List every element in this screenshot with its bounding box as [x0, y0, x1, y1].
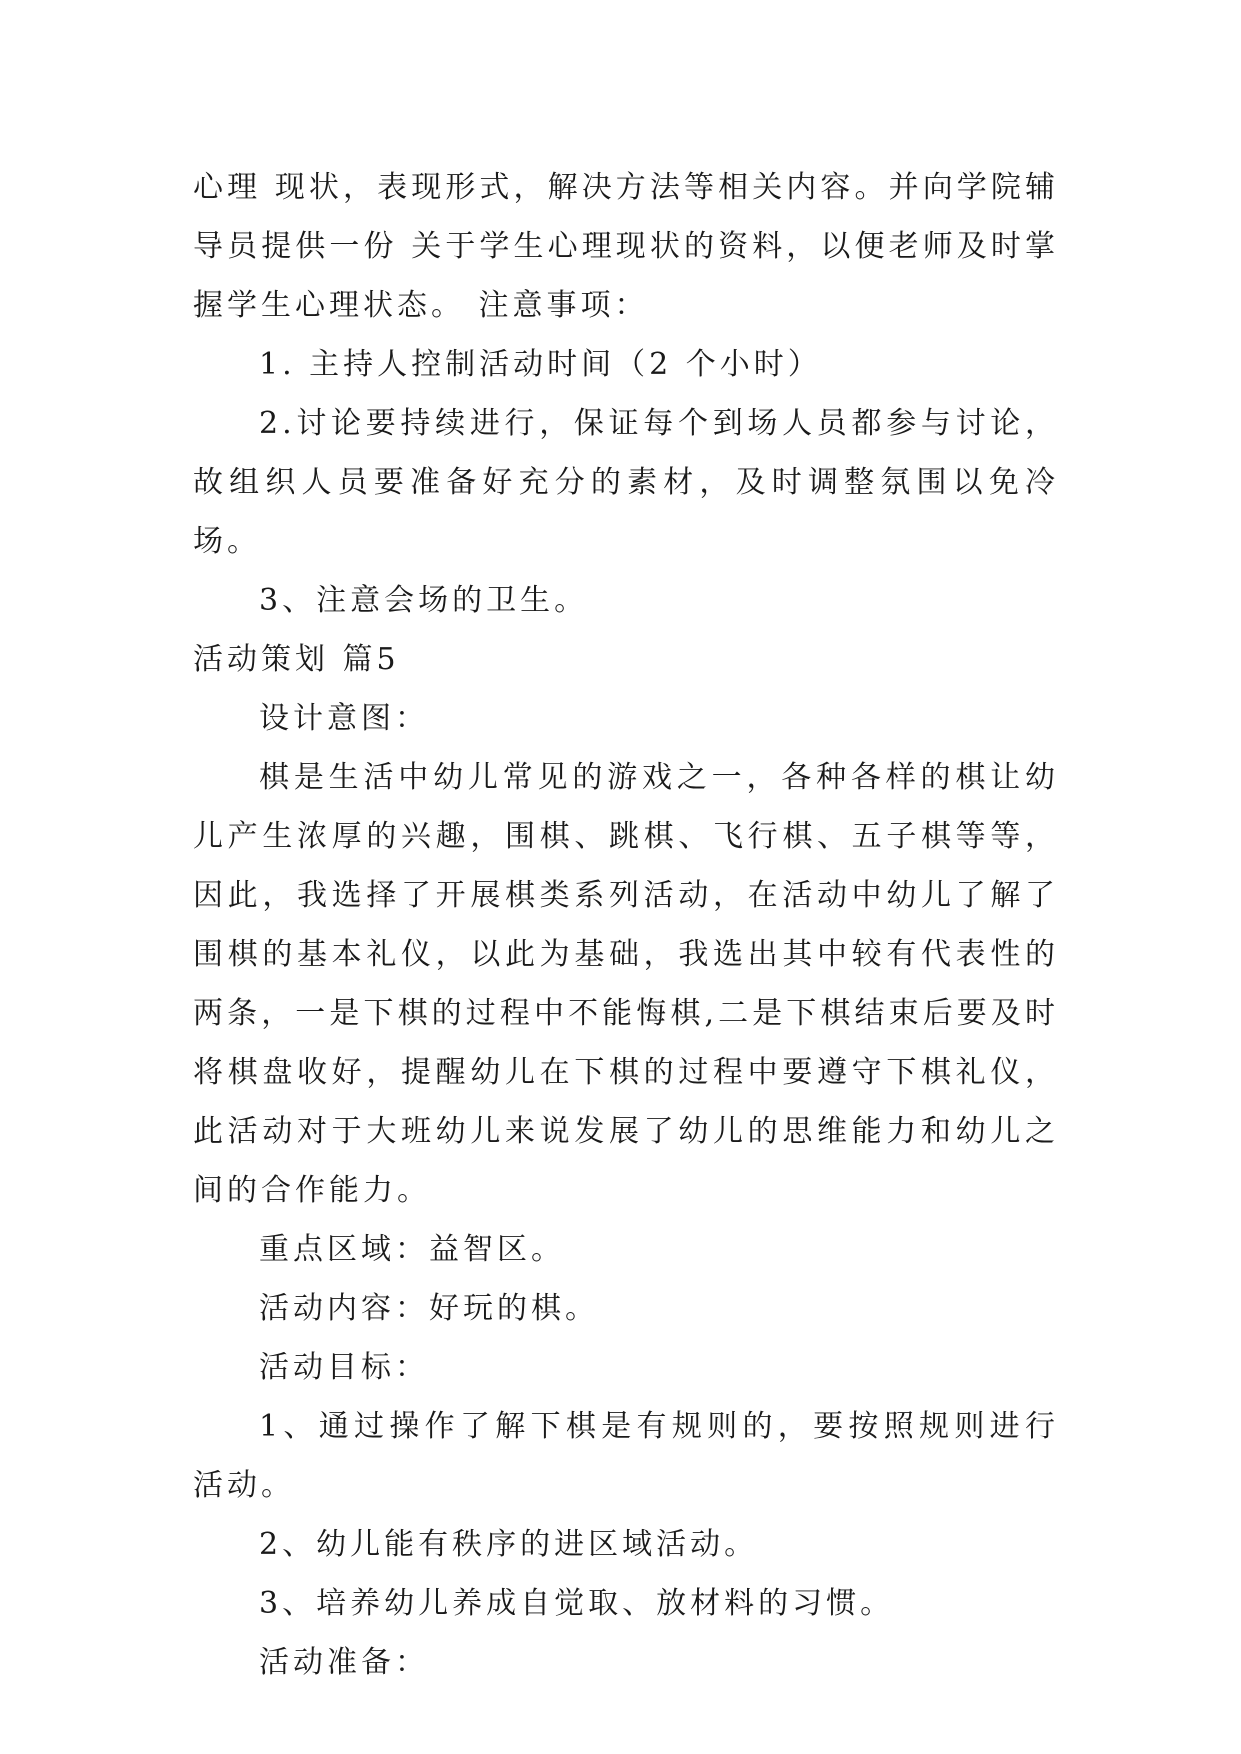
paragraph-key-area: 重点区域：益智区。	[259, 1232, 565, 1267]
paragraph-goal-2: 2、幼儿能有秩序的进区域活动。	[259, 1527, 759, 1562]
paragraph-design-intent-label: 设计意图：	[259, 701, 429, 736]
paragraph-goal-3: 3、培养幼儿养成自觉取、放材料的习惯。	[259, 1586, 895, 1621]
paragraph-activity-content: 活动内容：好玩的棋。	[259, 1291, 599, 1326]
document-body	[193, 158, 1059, 1692]
paragraph-goals-label: 活动目标：	[259, 1350, 429, 1385]
paragraph-note-2: 2.讨论要持续进行，保证每个到场人员都参与讨论，故组织人员要准备好充分的素材，及时调整氛围以免冷场。	[193, 406, 1059, 559]
paragraph-note-1: 1. 主持人控制活动时间（2 个小时）	[259, 347, 822, 382]
paragraph-goal-1: 1、通过操作了解下棋是有规则的，要按照规则进行活动。	[193, 1409, 1059, 1503]
paragraph-preparation-label: 活动准备：	[259, 1645, 429, 1680]
section-heading: 活动策划 篇5	[193, 642, 400, 677]
paragraph-design-intent: 棋是生活中幼儿常见的游戏之一，各种各样的棋让幼儿产生浓厚的兴趣，围棋、跳棋、飞行棋、五子棋等等，因此，我选择了开展棋类系列活动，在活动中幼儿了解了围棋的基本礼仪，以此为基础，我选出其中较有代表性的两条，一是下棋的过程中不能悔棋,二是下棋结束后要及时将棋盘收好，提醒幼儿在下棋的过程中要遵守下棋礼仪，此活动对于大班幼儿来说发展了幼儿的思维能力和幼儿之间的合作能力。	[193, 760, 1059, 1208]
paragraph-intro: 心理 现状，表现形式，解决方法等相关内容。并向学院辅导员提供一份 关于学生心理现状的资料，以便老师及时掌握学生心理状态。 注意事项：	[193, 170, 1059, 323]
paragraph-note-3: 3、注意会场的卫生。	[259, 583, 589, 618]
